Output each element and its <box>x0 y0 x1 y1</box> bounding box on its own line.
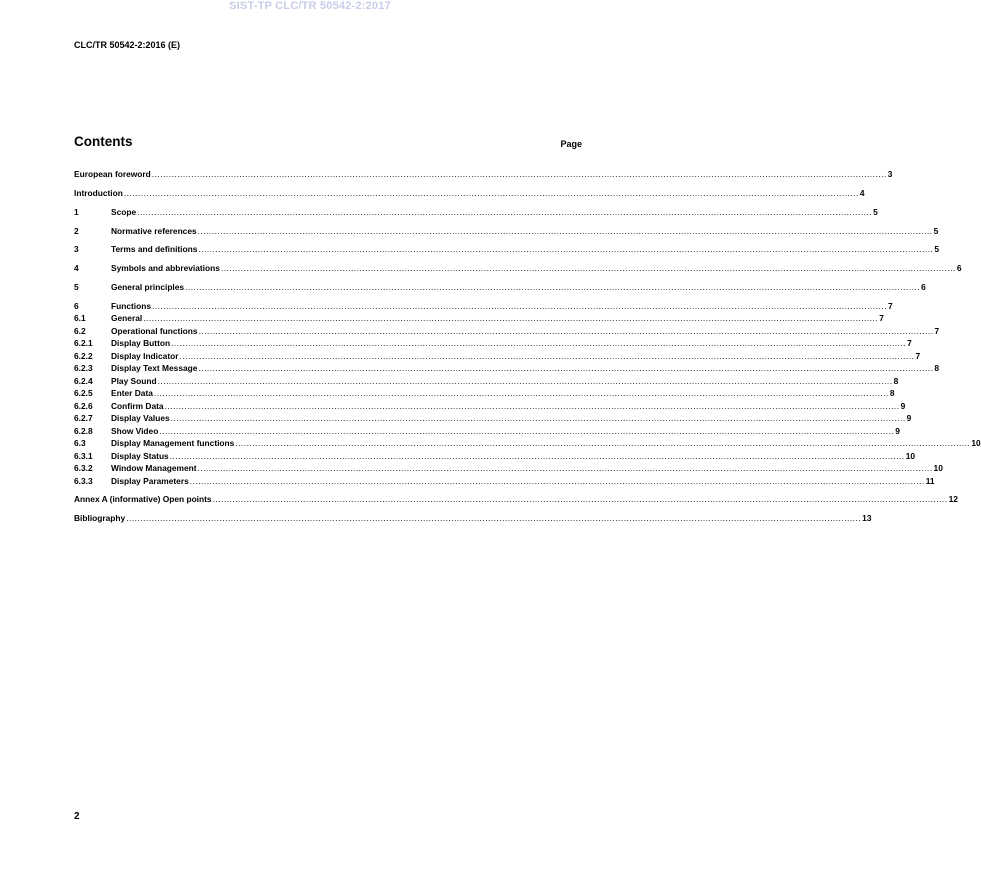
toc-entry-number: 6.2.3 <box>74 363 93 373</box>
toc-entry-page: 10 <box>971 438 981 448</box>
toc-entry-page: 5 <box>933 226 939 236</box>
toc-dot-leader: .................................................................................................................................................................................................................................................................... <box>159 426 895 436</box>
footer-page-number: 2 <box>74 811 80 822</box>
toc-entry-number: 1 <box>74 207 79 217</box>
toc-entry[interactable] <box>74 186 865 198</box>
toc-entry-title: Confirm Data <box>111 401 164 411</box>
toc-entry-page: 4 <box>859 188 865 198</box>
toc-entry-number: 6.2.8 <box>74 426 93 436</box>
toc-entry-title: Display Indicator <box>111 351 179 361</box>
toc-entry[interactable] <box>74 492 958 504</box>
toc-dot-leader: .................................................................................................................................................................................................................................................................... <box>152 301 887 311</box>
toc-dot-leader: .................................................................................................................................................................................................................................................................... <box>151 169 887 179</box>
toc-entry-title: Display Management functions <box>111 438 235 448</box>
toc-entry-number: 6.3.1 <box>74 451 93 461</box>
toc-entry-title: Scope <box>111 207 137 217</box>
toc-entry[interactable] <box>74 411 912 423</box>
toc-dot-leader: .................................................................................................................................................................................................................................................................... <box>198 363 934 373</box>
toc-entry-title: General principles <box>111 282 185 292</box>
toc-entry[interactable] <box>74 261 962 273</box>
toc-entry-title: Enter Data <box>111 388 153 398</box>
toc-entry-page: 10 <box>905 451 916 461</box>
toc-entry-number: 6.2.1 <box>74 338 93 348</box>
toc-entry-number: 6.2.5 <box>74 388 93 398</box>
toc-entry-page: 7 <box>907 338 912 348</box>
toc-entry-page: 12 <box>948 494 958 504</box>
toc-entry-title: Terms and definitions <box>111 244 198 254</box>
toc-entry[interactable] <box>74 361 940 373</box>
toc-entry[interactable] <box>74 461 943 473</box>
toc-entry-page: 5 <box>934 244 940 254</box>
toc-entry[interactable] <box>74 167 893 179</box>
toc-entry-title: Play Sound <box>111 376 157 386</box>
toc-entry-title: Bibliography <box>74 513 126 523</box>
toc-entry-page: 5 <box>873 207 878 217</box>
watermark: SIST-TP CLC/TR 50542-2:2017 <box>229 0 391 12</box>
toc-entry-title: European foreword <box>74 169 151 179</box>
toc-dot-leader: .................................................................................................................................................................................................................................................................... <box>126 513 862 523</box>
toc-entry[interactable] <box>74 511 872 523</box>
toc-entry-page: 8 <box>889 388 895 398</box>
toc-dot-leader: .................................................................................................................................................................................................................................................................... <box>185 282 921 292</box>
toc-entry-title: Operational functions <box>111 326 198 336</box>
toc-entry-title: Symbols and abbreviations <box>111 263 220 273</box>
toc-entry[interactable] <box>74 324 940 336</box>
toc-entry-number: 6.2.7 <box>74 413 93 423</box>
toc-entry-title: Introduction <box>74 188 123 198</box>
toc-entry-title: Normative references <box>111 226 197 236</box>
toc-entry[interactable] <box>74 336 912 348</box>
toc-entry-page: 7 <box>888 301 893 311</box>
toc-dot-leader: .................................................................................................................................................................................................................................................................... <box>170 413 906 423</box>
toc-dot-leader: .................................................................................................................................................................................................................................................................... <box>197 463 933 473</box>
toc-entry-title: Window Management <box>111 463 197 473</box>
page-column-label: Page <box>560 139 582 149</box>
toc-entry-page: 8 <box>934 363 940 373</box>
toc-entry-page: 10 <box>933 463 943 473</box>
toc-entry-page: 9 <box>895 426 900 436</box>
toc-entry[interactable] <box>74 374 899 386</box>
toc-entry[interactable] <box>74 224 939 236</box>
toc-entry-title: Display Button <box>111 338 171 348</box>
toc-entry[interactable] <box>74 474 935 486</box>
toc-entry[interactable] <box>74 311 884 323</box>
toc-entry-number: 4 <box>74 263 79 273</box>
toc-entry[interactable] <box>74 349 921 361</box>
toc-entry-page: 8 <box>893 376 899 386</box>
toc-entry-title: Display Parameters <box>111 476 189 486</box>
toc-dot-leader: .................................................................................................................................................................................................................................................................... <box>198 326 934 336</box>
toc-dot-leader: .................................................................................................................................................................................................................................................................... <box>157 376 893 386</box>
toc-entry-page: 3 <box>887 169 893 179</box>
toc-dot-leader: .................................................................................................................................................................................................................................................................... <box>212 494 948 504</box>
toc-entry-page: 7 <box>879 313 884 323</box>
toc-entry[interactable] <box>74 299 893 311</box>
toc-entry-number: 6.2.2 <box>74 351 93 361</box>
toc-entry-title: Annex A (informative) Open points <box>74 494 212 504</box>
toc-dot-leader: .................................................................................................................................................................................................................................................................... <box>123 188 859 198</box>
toc-entry-title: Functions <box>111 301 152 311</box>
toc-dot-leader: .................................................................................................................................................................................................................................................................... <box>189 476 925 486</box>
toc-entry-number: 6.2 <box>74 326 86 336</box>
toc-entry[interactable] <box>74 242 940 254</box>
toc-dot-leader: .................................................................................................................................................................................................................................................................... <box>235 438 971 448</box>
toc-entry-title: Show Video <box>111 426 159 436</box>
toc-entry-number: 6 <box>74 301 79 311</box>
toc-entry-number: 5 <box>74 282 79 292</box>
toc-entry-page: 6 <box>921 282 926 292</box>
toc-entry-number: 6.3.2 <box>74 463 93 473</box>
toc-entry[interactable] <box>74 280 926 292</box>
toc-dot-leader: .................................................................................................................................................................................................................................................................... <box>198 244 934 254</box>
toc-dot-leader: .................................................................................................................................................................................................................................................................... <box>137 207 873 217</box>
toc-entry-number: 2 <box>74 226 79 236</box>
toc-entry-title: Display Status <box>111 451 169 461</box>
toc-dot-leader: .................................................................................................................................................................................................................................................................... <box>153 388 889 398</box>
toc-entry[interactable] <box>74 399 906 411</box>
toc-entry[interactable] <box>74 436 981 448</box>
contents-heading: Contents <box>74 134 133 149</box>
toc-entry-title: Display Text Message <box>111 363 198 373</box>
toc-dot-leader: .................................................................................................................................................................................................................................................................... <box>179 351 915 361</box>
toc-entry-page: 11 <box>925 476 935 486</box>
toc-dot-leader: .................................................................................................................................................................................................................................................................... <box>197 226 933 236</box>
toc-entry-page: 9 <box>906 413 912 423</box>
toc-entry-title: General <box>111 313 143 323</box>
toc-entry-title: Display Values <box>111 413 170 423</box>
document-id-header: CLC/TR 50542-2:2016 (E) <box>74 40 181 50</box>
toc-dot-leader: .................................................................................................................................................................................................................................................................... <box>220 263 956 273</box>
toc-entry-number: 6.3 <box>74 438 86 448</box>
toc-dot-leader: .................................................................................................................................................................................................................................................................... <box>143 313 879 323</box>
toc-entry[interactable] <box>74 205 878 217</box>
toc-entry[interactable] <box>74 449 916 461</box>
toc-entry-number: 3 <box>74 244 79 254</box>
toc-entry-number: 6.2.4 <box>74 376 93 386</box>
toc-entry-page: 13 <box>862 513 872 523</box>
toc-entry-number: 6.2.6 <box>74 401 93 411</box>
toc-entry-page: 7 <box>934 326 940 336</box>
toc-entry-page: 9 <box>900 401 906 411</box>
toc-entry-number: 6.1 <box>74 313 86 323</box>
toc-entry[interactable] <box>74 424 900 436</box>
toc-dot-leader: .................................................................................................................................................................................................................................................................... <box>164 401 900 411</box>
toc-dot-leader: .................................................................................................................................................................................................................................................................... <box>169 451 905 461</box>
toc-dot-leader: .................................................................................................................................................................................................................................................................... <box>171 338 907 348</box>
toc-entry-number: 6.3.3 <box>74 476 93 486</box>
toc-entry-page: 6 <box>956 263 962 273</box>
toc-entry[interactable] <box>74 386 895 398</box>
toc-entry-page: 7 <box>915 351 921 361</box>
